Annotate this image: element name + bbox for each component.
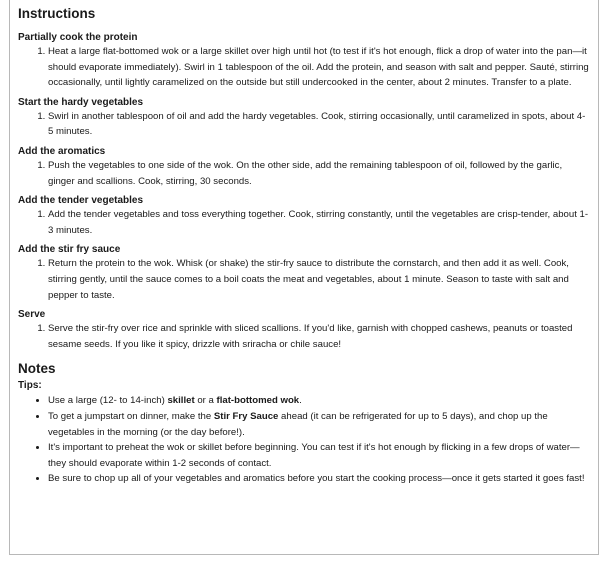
step-list: [18, 321, 590, 352]
step-group-partially-cook: [18, 32, 590, 91]
step-heading: Partially cook the protein: [18, 32, 138, 43]
step-group-hardy-vegetables: [18, 97, 590, 140]
step-group-stir-fry-sauce: [18, 244, 590, 303]
tip-bold-text: skillet: [167, 395, 195, 407]
tip-text: or a: [194, 395, 217, 407]
step-item: 1. Push the vegetables to one side of the wok. On the other side, add the remaining tablespoon of oil, followed by the garlic, ginger and scallions. Cook, stirring, 30 seconds.: [48, 158, 590, 189]
step-list: [18, 109, 590, 140]
step-item: 1. Serve the stir-fry over rice and sprinkle with sliced scallions. If you'd like, garnish with chopped cashews, peanuts or toasted sesame seeds. If you like it spicy, drizzle with sriracha or chile sauce!: [48, 321, 590, 352]
tip-text: Use a large (12- to 14-inch): [48, 395, 168, 407]
tip-text: To get a jumpstart on dinner, make the: [48, 410, 214, 422]
tip-item: • It's important to preheat the wok or skillet before beginning. You can test if it's hot enough by flicking in a few drops of water—they should evaporate within 1-2 seconds of contact.: [48, 440, 590, 471]
tips-label: Tips:: [18, 380, 42, 392]
tip-bold-text: Stir Fry Sauce: [213, 410, 279, 422]
step-item: 1. Return the protein to the wok. Whisk (or shake) the stir-fry sauce to distribute the cornstarch, and then add it as well. Cook, stirring gently, until the sauce comes to a boil coats the meat and vegetables, about 1 minute. Season to taste with salt and pepper to taste.: [48, 256, 590, 303]
step-list: [18, 44, 590, 91]
step-group-aromatics: [18, 146, 590, 189]
step-group-serve: [18, 309, 590, 352]
step-list: [18, 158, 590, 189]
step-item: 1. Swirl in another tablespoon of oil and add the hardy vegetables. Cook, stirring occasionally, until caramelized in spots, about 4-5 minutes.: [48, 109, 590, 140]
tip-text: ahead (it can be refrigerated for up to 5 days), and chop up the vegetables in the morning (or the day before!).: [48, 410, 548, 438]
step-item: 1. Heat a large flat-bottomed wok or a large skillet over high until hot (to test if it's hot enough, flick a drop of water into the pan—it should evaporate immediately). Swirl in 1 tablespoon of the oil. Add the protein, and season with salt and pepper. Sauté, stirring occasionally, until lightly caramelized on the outside but still undercooked in the center, about 2 minutes. Transfer to a plate.: [48, 44, 590, 91]
step-heading: Add the aromatics: [18, 145, 106, 157]
step-item: 1. Add the tender vegetables and toss everything together. Cook, stirring constantly, until the vegetables are crisp-tender, about 1-3 minutes.: [48, 207, 590, 238]
step-heading: Add the tender vegetables: [18, 195, 144, 207]
step-group-tender-vegetables: [18, 195, 590, 238]
step-list: [18, 207, 590, 238]
tip-item: [48, 393, 590, 409]
tip-item: • Be sure to chop up all of your vegetables and aromatics before you start the cooking process—once it gets started it goes fast!: [48, 471, 590, 487]
step-heading: Start the hardy vegetables: [18, 96, 144, 108]
step-heading: Add the stir fry sauce: [18, 244, 121, 256]
tip-item: [48, 409, 590, 440]
tips-list: [18, 393, 590, 487]
notes-heading: Notes: [18, 361, 56, 377]
step-heading: Serve: [18, 309, 46, 321]
tip-bold-text: flat-bottomed wok: [216, 395, 300, 407]
recipe-instructions-panel: [9, 0, 599, 555]
tip-text: .: [299, 395, 302, 407]
step-list: [18, 256, 590, 303]
instructions-heading: Instructions: [18, 6, 96, 21]
